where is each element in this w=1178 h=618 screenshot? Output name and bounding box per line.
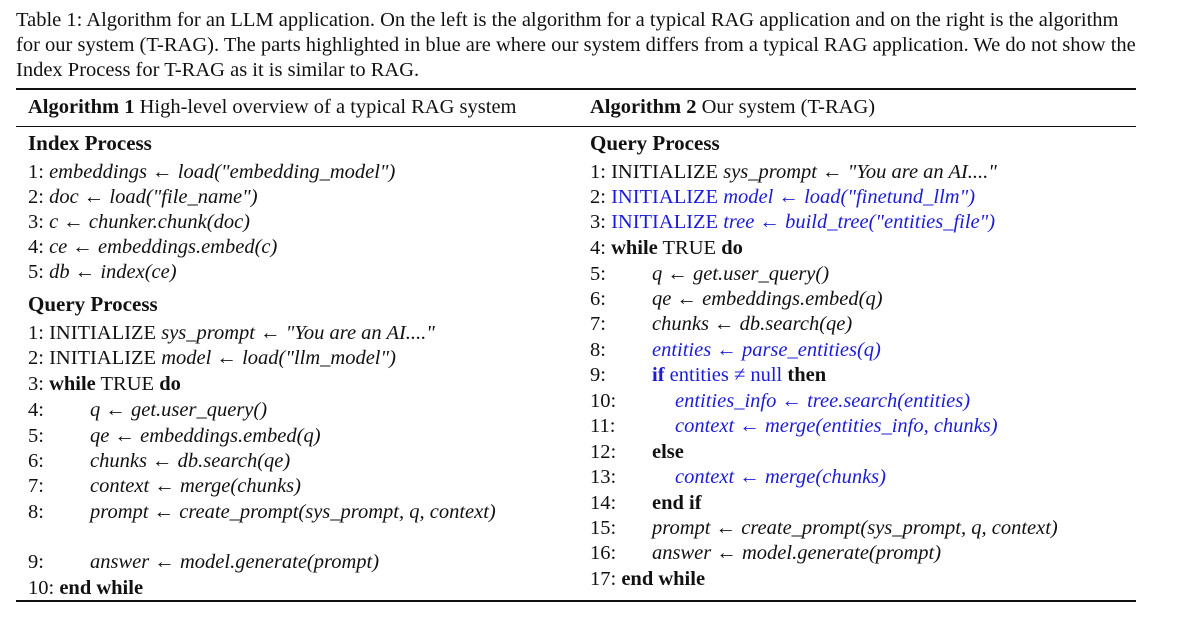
algorithm-line: 4: q ← get.user_query() [28,399,268,421]
algorithm-line: 10: end while [28,577,144,599]
algorithm-line: 17: end while [590,568,706,590]
algorithm-line: 3: while TRUE do [28,373,181,395]
query-process-heading: Query Process [28,292,158,316]
algorithm-line-highlighted: 11: context ← merge(entities_info, chunks) [590,415,998,437]
algorithm-1-label: Algorithm 1 [28,96,135,118]
algorithm-line: 2: INITIALIZE model ← load("llm_model") [28,347,396,369]
algorithm-line: 4: while TRUE do [590,237,743,259]
algorithm-2-description: Our system (T-RAG) [701,96,876,118]
algorithm-line-highlighted: 10: entities_info ← tree.search(entities) [590,390,971,412]
algorithm-line: 3: c ← chunker.chunk(doc) [28,211,251,233]
algorithm-line: 1: embeddings ← load("embedding_model") [28,161,396,183]
algorithm-line-highlighted: 2: INITIALIZE model ← load("finetund_llm") [590,186,976,208]
algorithm-line: 5: q ← get.user_query() [590,263,830,285]
algorithm-line: 6: chunks ← db.search(qe) [28,450,291,472]
algorithm-line: 14: end if [590,492,702,514]
algorithm-line: 16: answer ← model.generate(prompt) [590,542,942,564]
algorithm-line: 5: qe ← embeddings.embed(q) [28,425,321,447]
algorithm-line: 4: ce ← embeddings.embed(c) [28,236,278,258]
algorithm-line-highlighted: 9: if entities ≠ null then [590,364,827,386]
algorithm-line: 7: context ← merge(chunks) [28,475,301,497]
algorithm-line-highlighted: 8: entities ← parse_entities(q) [590,339,881,361]
algorithm-line: 5: db ← index(ce) [28,261,177,283]
algorithm-line-highlighted: 3: INITIALIZE tree ← build_tree("entities_file") [590,211,996,233]
index-process-heading: Index Process [28,131,152,155]
top-rule [16,88,1136,90]
header-rule [16,126,1136,127]
algorithm-line: 8: prompt ← create_prompt(sys_prompt, q, context) [28,501,496,523]
algorithm-line: 1: INITIALIZE sys_prompt ← "You are an AI...." [28,322,435,344]
algorithm-line: 9: answer ← model.generate(prompt) [28,551,380,573]
algorithm-line: 6: qe ← embeddings.embed(q) [590,288,883,310]
algorithm-line: 15: prompt ← create_prompt(sys_prompt, q, context) [590,517,1058,539]
table-caption: Table 1: Algorithm for an LLM application. On the left is the algorithm for a typical RAG application and on the right is the algorithm for our system (T-RAG). The parts highlighted in blue are where our system differs from a typical RAG application. We do not show the Index Process for T-RAG as it is similar to RAG. [16,9,1136,81]
algorithm-2-label: Algorithm 2 [590,96,697,118]
algorithm-1-title [28,96,517,119]
algorithm-line: 7: chunks ← db.search(qe) [590,313,853,335]
algorithm-1-description: High-level overview of a typical RAG system [139,96,517,118]
algorithm-line: 12: else [590,441,684,463]
bottom-rule [16,600,1136,602]
algorithm-line: 1: INITIALIZE sys_prompt ← "You are an AI...." [590,161,997,183]
algorithm-2-title [590,96,875,119]
algorithm-line: 2: doc ← load("file_name") [28,186,258,208]
query-process-heading: Query Process [590,131,720,155]
algorithm-line-highlighted: 13: context ← merge(chunks) [590,466,886,488]
